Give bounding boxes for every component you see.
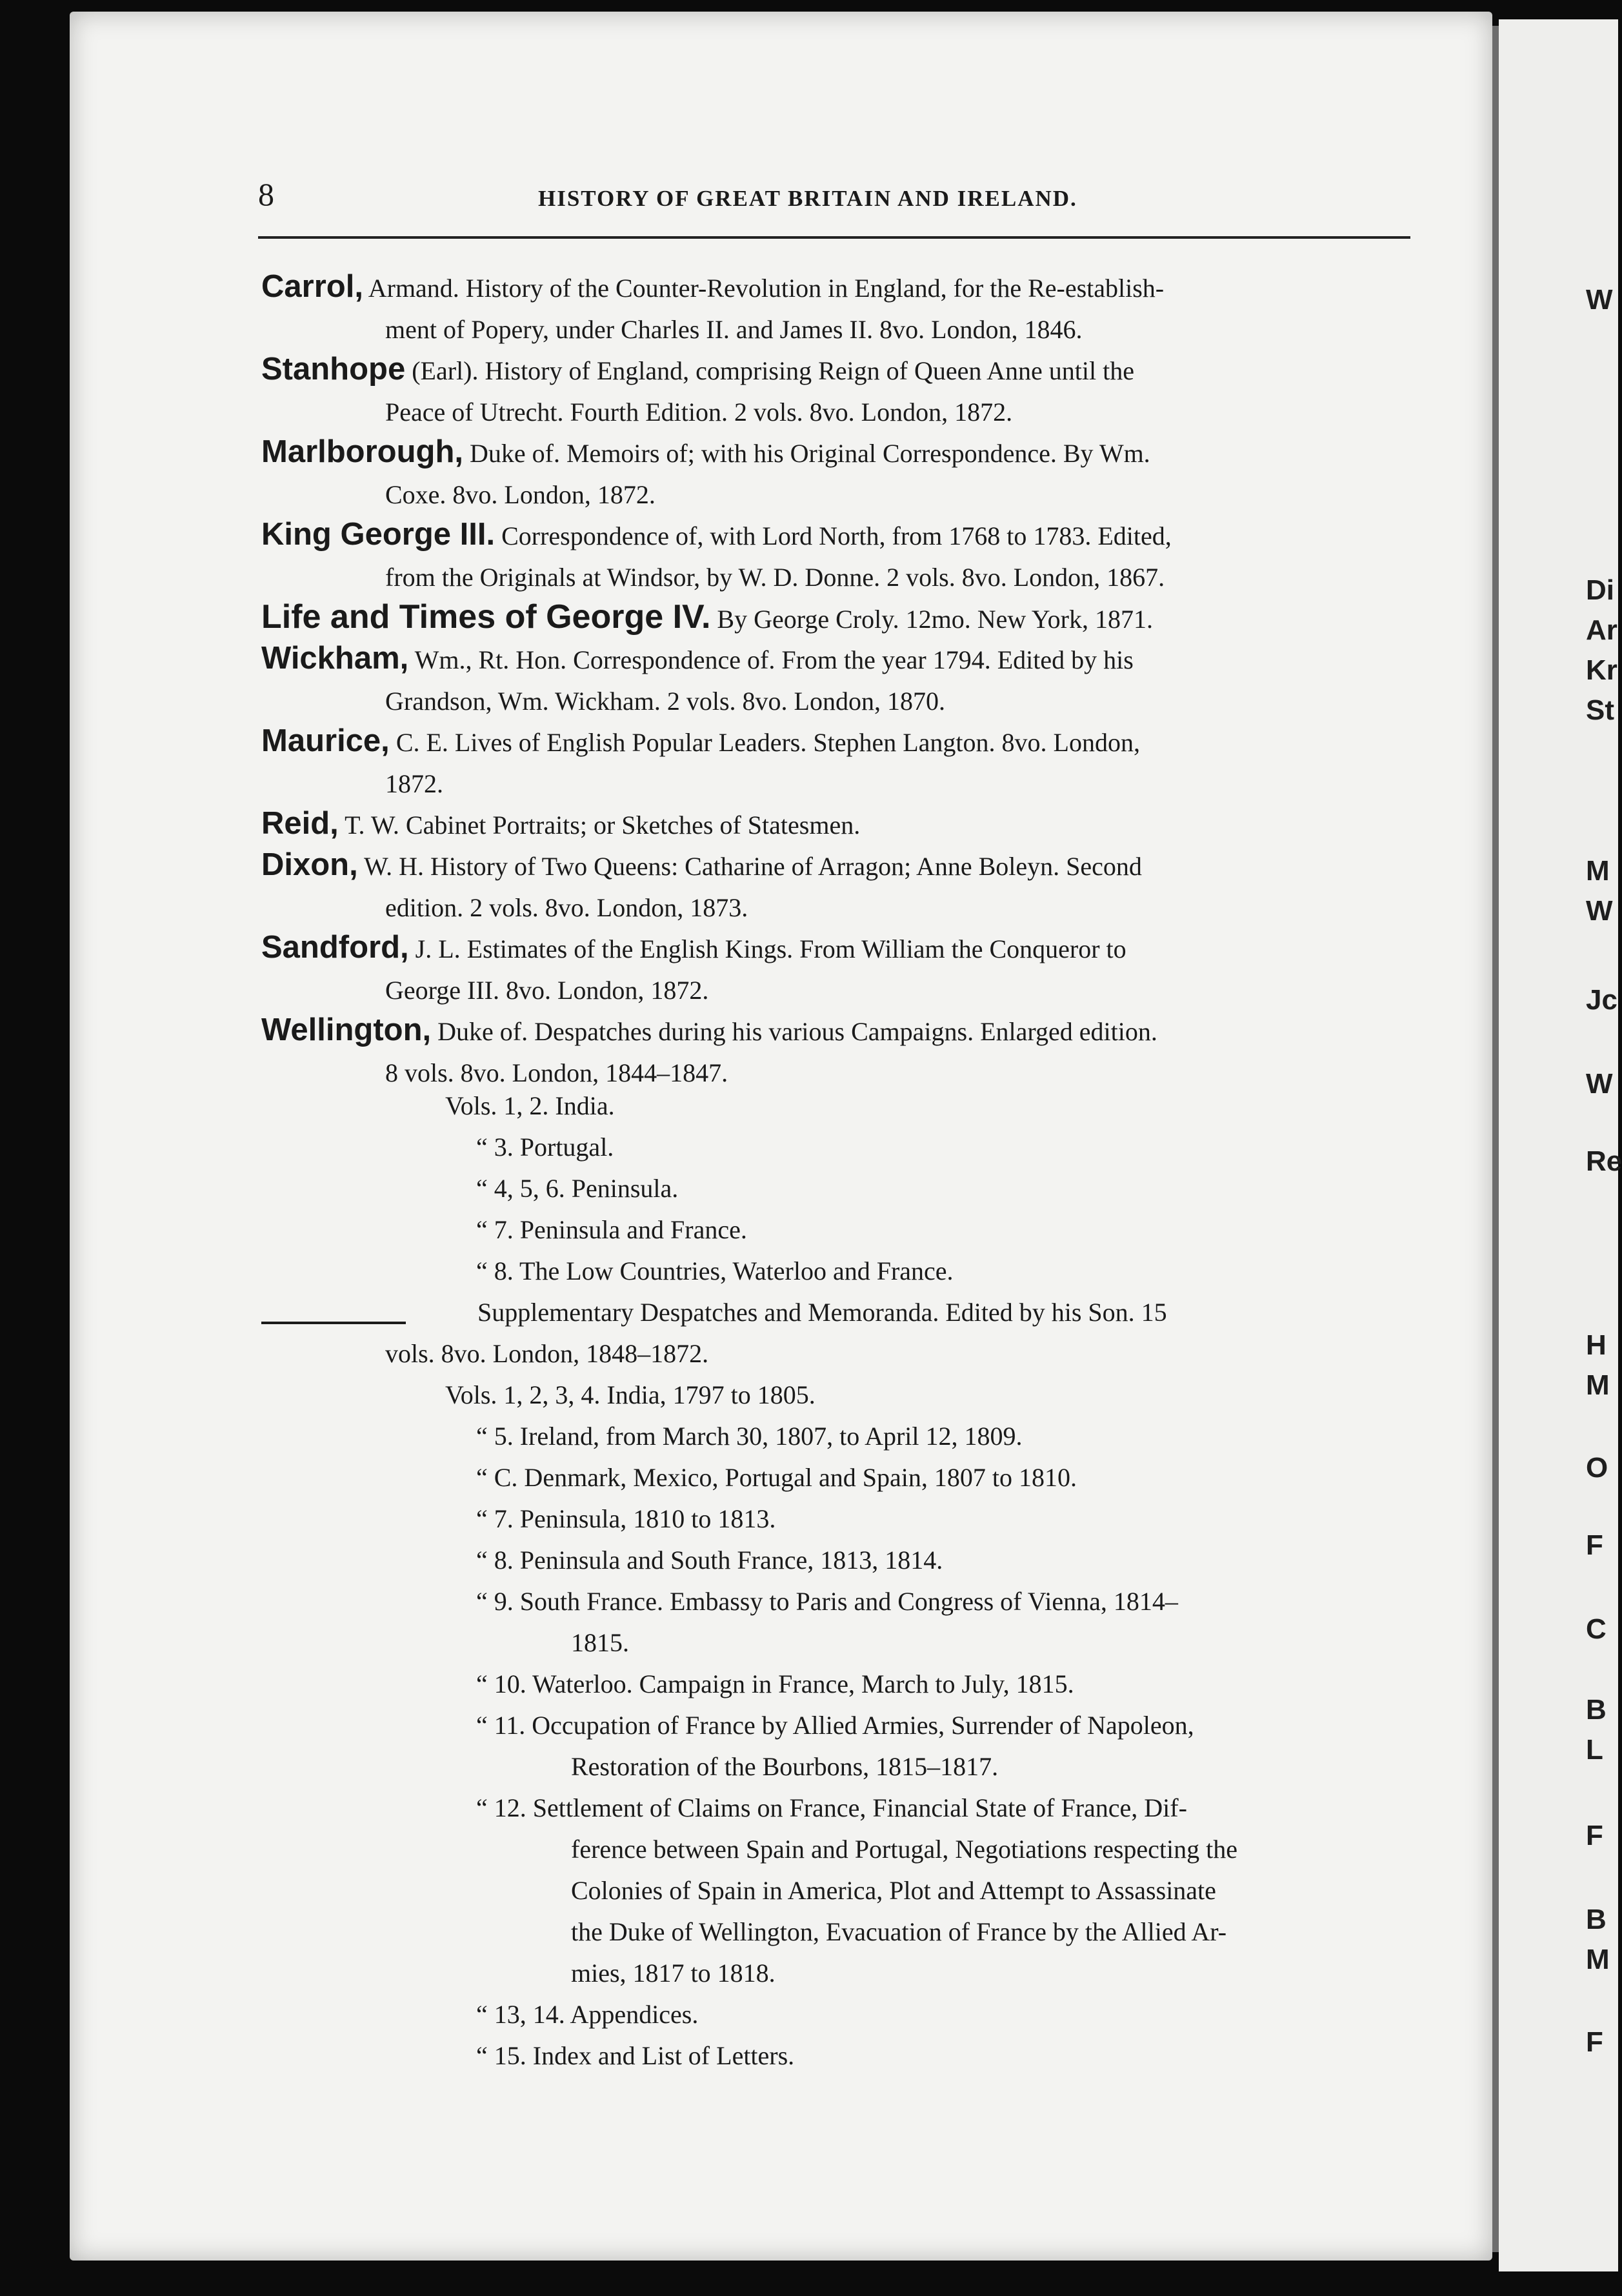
header-rule (258, 236, 1410, 239)
entry-text: W. H. History of Two Queens: Catharine of Arragon; Anne Boleyn. Second (357, 852, 1142, 881)
facing-letter: Di (1586, 574, 1614, 606)
volume-line: “ 10. Waterloo. Campaign in France, March to July, 1815. (476, 1669, 1074, 1698)
volume-line-continuation: ference between Spain and Portugal, Negotiations respecting the (571, 1835, 1237, 1864)
entry-continuation: edition. 2 vols. 8vo. London, 1873. (385, 893, 748, 922)
volume-line-continuation: Restoration of the Bourbons, 1815–1817. (571, 1752, 999, 1781)
entry-continuation: 8 vols. 8vo. London, 1844–1847. (385, 1058, 728, 1087)
ditto-dash (261, 1322, 406, 1324)
facing-letter: L (1586, 1734, 1603, 1766)
entry-author: Marlborough, (261, 434, 464, 469)
facing-letter: W (1586, 895, 1613, 927)
supplementary-title: Supplementary Despatches and Memoranda. Edited by his Son. 15 (477, 1298, 1167, 1327)
entry-author: Life and Times of George IV. (261, 598, 711, 636)
entry-continuation: 1872. (385, 769, 443, 798)
facing-letter: Kr (1586, 654, 1617, 686)
supplementary-details: vols. 8vo. London, 1848–1872. (385, 1339, 709, 1368)
facing-letter: W (1586, 284, 1613, 316)
entry-text: (Earl). History of England, comprising Reign of Queen Anne until the (405, 356, 1134, 385)
volume-line: “ 13, 14. Appendices. (476, 2000, 699, 2029)
entry-continuation: Coxe. 8vo. London, 1872. (385, 480, 656, 509)
facing-letter: C (1586, 1613, 1607, 1645)
volume-line: “ 9. South France. Embassy to Paris and Congress of Vienna, 1814– (476, 1587, 1178, 1616)
entry-text: T. W. Cabinet Portraits; or Sketches of Statesmen. (338, 811, 861, 840)
page-gutter (1492, 26, 1499, 2252)
volume-line: “ 8. The Low Countries, Waterloo and France. (476, 1256, 954, 1285)
entry-author: Maurice, (261, 723, 390, 758)
volume-line: “ 15. Index and List of Letters. (476, 2041, 795, 2070)
entry (261, 431, 1413, 516)
facing-letter: Ar (1586, 614, 1617, 646)
entry-continuation: Peace of Utrecht. Fourth Edition. 2 vols. 8vo. London, 1872. (385, 398, 1013, 427)
entry-continuation: George III. 8vo. London, 1872. (385, 976, 709, 1005)
entry (261, 596, 1413, 640)
facing-letter: B (1586, 1694, 1607, 1726)
entry (261, 844, 1413, 929)
running-head: HISTORY OF GREAT BRITAIN AND IRELAND. (538, 186, 1077, 211)
entry (261, 638, 1413, 722)
entry-author: Reid, (261, 806, 339, 841)
entry-text: Wm., Rt. Hon. Correspondence of. From the year 1794. Edited by his (408, 645, 1134, 674)
volume-line: Vols. 1, 2, 3, 4. India, 1797 to 1805. (445, 1380, 816, 1409)
facing-letter: B (1586, 1904, 1607, 1935)
entry (261, 1009, 1413, 1094)
facing-letter: F (1586, 1820, 1603, 1851)
entry-author: Sandford, (261, 930, 409, 965)
entry-text: Duke of. Despatches during his various Campaigns. Enlarged edition. (431, 1017, 1157, 1046)
entry (261, 720, 1413, 805)
entry (261, 348, 1413, 433)
entry-continuation: Grandson, Wm. Wickham. 2 vols. 8vo. London, 1870. (385, 687, 945, 716)
volume-line: “ 4, 5, 6. Peninsula. (476, 1174, 679, 1203)
facing-page (1499, 19, 1622, 2271)
volume-line: “ 8. Peninsula and South France, 1813, 1814. (476, 1546, 943, 1575)
entry-continuation: from the Originals at Windsor, by W. D. Donne. 2 vols. 8vo. London, 1867. (385, 563, 1165, 592)
facing-letter: M (1586, 855, 1610, 887)
volume-line: “ 7. Peninsula, 1810 to 1813. (476, 1504, 776, 1533)
facing-letter: Jc (1586, 984, 1617, 1016)
entry (261, 266, 1413, 350)
volume-line-continuation: 1815. (571, 1628, 629, 1657)
entry-continuation: ment of Popery, under Charles II. and James II. 8vo. London, 1846. (385, 315, 1083, 344)
facing-letter: F (1586, 2026, 1603, 2058)
entry-text: Duke of. Memoirs of; with his Original Correspondence. By Wm. (463, 439, 1150, 468)
entry-author: Wickham, (261, 641, 409, 676)
facing-letter: St (1586, 694, 1614, 726)
entry-author: Carrol, (261, 269, 363, 304)
volume-line: “ 5. Ireland, from March 30, 1807, to April 12, 1809. (476, 1422, 1023, 1451)
entry (261, 803, 1413, 846)
entry (261, 927, 1413, 1011)
facing-letter: H (1586, 1329, 1607, 1361)
volume-line: “ 11. Occupation of France by Allied Armies, Surrender of Napoleon, (476, 1711, 1194, 1740)
facing-letter: M (1586, 1369, 1610, 1401)
page-number: 8 (258, 176, 274, 212)
volume-line-continuation: mies, 1817 to 1818. (571, 1959, 776, 1988)
volume-line: “ 3. Portugal. (476, 1133, 614, 1162)
entry-text: Correspondence of, with Lord North, from 1768 to 1783. Edited, (495, 521, 1172, 550)
entry-text: By George Croly. 12mo. New York, 1871. (710, 605, 1153, 634)
facing-letter: M (1586, 1944, 1610, 1975)
volume-line: “ C. Denmark, Mexico, Portugal and Spain, 1807 to 1810. (476, 1463, 1077, 1492)
volume-line: “ 12. Settlement of Claims on France, Financial State of France, Dif- (476, 1793, 1187, 1822)
facing-letter: W (1586, 1068, 1613, 1100)
entry (261, 514, 1413, 598)
entry-text: Armand. History of the Counter-Revolution in England, for the Re-establish- (363, 274, 1165, 303)
volume-line-continuation: the Duke of Wellington, Evacuation of France by the Allied Ar- (571, 1917, 1227, 1946)
volume-line: “ 7. Peninsula and France. (476, 1215, 747, 1244)
entry-text: C. E. Lives of English Popular Leaders. Stephen Langton. 8vo. London, (389, 728, 1140, 757)
entry-text: J. L. Estimates of the English Kings. From William the Conqueror to (408, 934, 1126, 963)
facing-letter: F (1586, 1529, 1603, 1561)
entry-author: Dixon, (261, 847, 358, 882)
volume-line: Vols. 1, 2. India. (445, 1091, 615, 1120)
facing-letter: O (1586, 1452, 1608, 1484)
entry-author: Wellington, (261, 1012, 432, 1047)
entry-author: Stanhope (261, 352, 406, 387)
entry-author: King George III. (261, 517, 496, 552)
facing-letter: Re (1586, 1145, 1622, 1177)
volume-line-continuation: Colonies of Spain in America, Plot and Attempt to Assassinate (571, 1876, 1216, 1905)
